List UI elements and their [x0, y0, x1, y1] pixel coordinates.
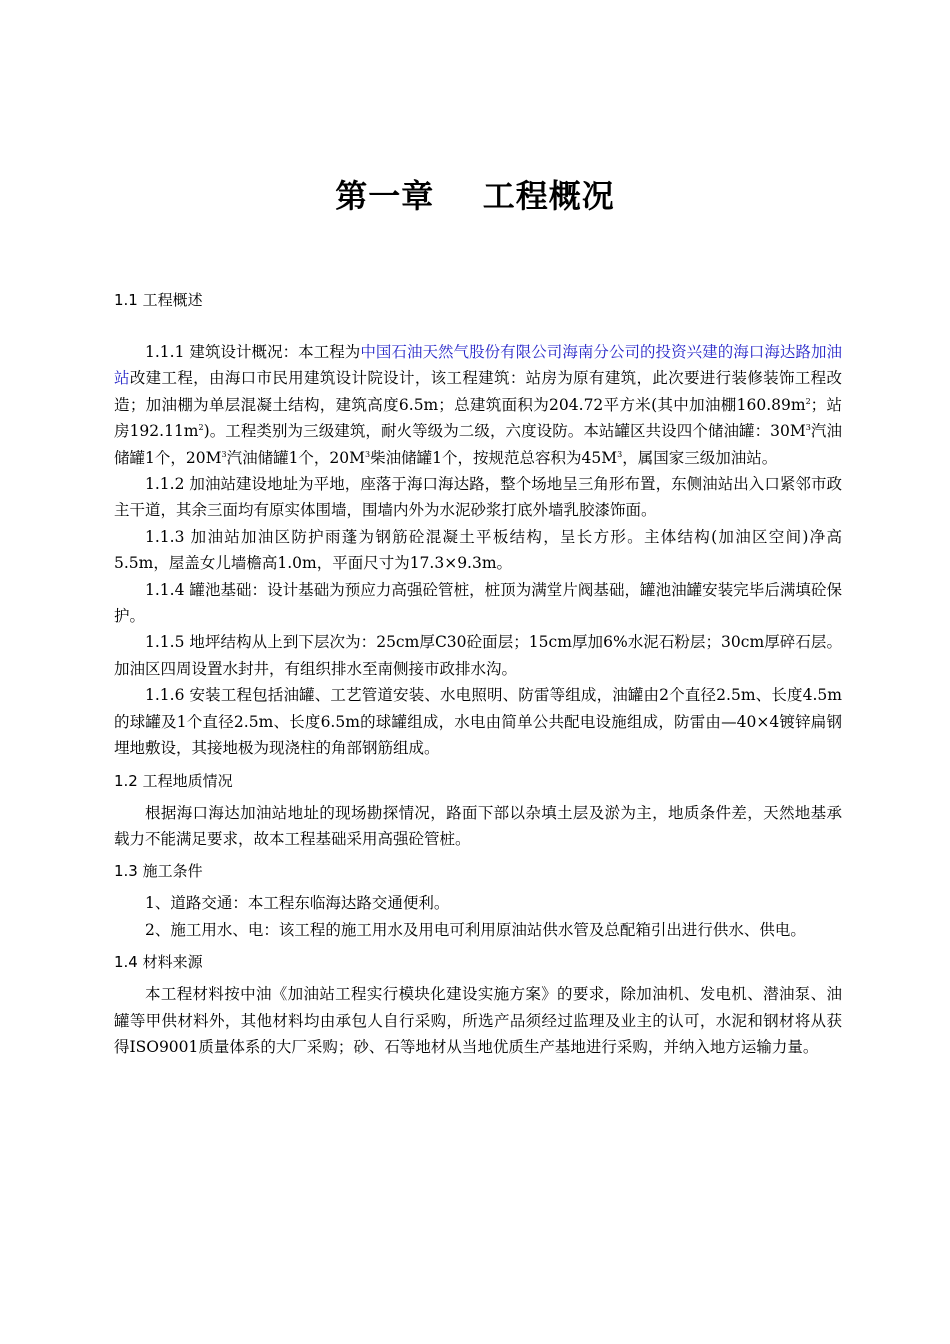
text-1-1-1-c: ；站房192.11m	[114, 395, 842, 441]
superscript-3: 3	[365, 449, 371, 459]
document-body	[114, 289, 842, 1060]
superscript-3: 3	[805, 423, 811, 433]
paragraph-1-3-2: 2、施工用水、电：该工程的施工用水及用电可利用原油站供水管及总配箱引出进行供水、供电。	[145, 920, 806, 939]
paragraph-1-2: 根据海口海达加油站地址的现场勘探情况，路面下部以杂填土层及淤为主，地质条件差，天然地基承载力不能满足要求，故本工程基础采用高强砼管桩。	[114, 803, 842, 848]
paragraph-1-1-6: 1.1.6 安装工程包括油罐、工艺管道安装、水电照明、防雷等组成，油罐由2个直径2.5m、长度4.5m的球罐及1个直径2.5m、长度6.5m的球罐组成，水电由简单公共配电设施组成，防雷由—40×4镀锌扁钢埋地敷设，其接地极为现浇柱的角部钢筋组成。	[114, 686, 842, 758]
paragraph-1-1-3: 1.1.3 加油站加油区防护雨蓬为钢筋砼混凝土平板结构，呈长方形。主体结构(加油区空间)净高5.5m，屋盖女儿墙檐高1.0m，平面尺寸为17.3×9.3m。	[114, 527, 842, 573]
owner-link[interactable]: 中国石油天然气股份有限公司海南分公司的投资兴建的海口海达路加油站	[114, 343, 842, 388]
section-heading-1-1: 1.1 工程概述	[114, 291, 203, 309]
section-heading-1-2: 1.2 工程地质情况	[114, 771, 233, 790]
text-1-1-1-f: 汽油储罐1个，20M	[226, 448, 366, 467]
paragraph-1-1-4: 1.1.4 罐池基础：设计基础为预应力高强砼管桩，桩顶为满堂片阀基础，罐池油罐安装完毕后满填砼保护。	[114, 580, 842, 626]
paragraph-1-1-1	[114, 339, 842, 471]
superscript-3: 3	[617, 449, 623, 459]
section-heading-1-4: 1.4 材料来源	[114, 953, 203, 972]
superscript-3: 3	[221, 449, 227, 459]
superscript-2: 2	[198, 423, 204, 433]
paragraph-1-4: 本工程材料按中油《加油站工程实行模块化建设实施方案》的要求，除加油机、发电机、潜油泵、油罐等甲供材料外，其他材料均由承包人自行采购，所选产品须经过监理及业主的认可，水泥和钢材将从获得ISO9001质量体系的大厂采购；砂、石等地材从当地优质生产基地进行采购，并纳入地方运输力量。	[114, 985, 842, 1056]
paragraph-1-1-2: 1.1.2 加油站建设地址为平地，座落于海口海达路，整个场地呈三角形布置，东侧油站出入口紧邻市政主干道，其余三面均有原实体围墙，围墙内外为水泥砂浆打底外墙乳胶漆饰面。	[114, 475, 842, 520]
chapter-title: 第一章 工程概况	[335, 177, 615, 215]
text-1-1-1-h: ，属国家三级加油站。	[622, 448, 778, 467]
text-1-1-1-d: )。工程类别为三级建筑，耐火等级为二级，六度设防。本站罐区共设四个储油罐：30M	[203, 422, 806, 441]
section-heading-1-3: 1.3 施工条件	[114, 862, 203, 881]
text-1-1-1-a: 1.1.1 建筑设计概况：本工程为	[145, 343, 361, 361]
text-1-1-1-e: 汽油储罐1个，20M	[114, 422, 842, 467]
text-1-1-1-g: 柴油储罐1个，按规范总容积为45M	[370, 448, 618, 467]
paragraph-1-3-1: 1、道路交通：本工程东临海达路交通便利。	[145, 894, 450, 913]
text-1-1-1-b: 改建工程，由海口市民用建筑设计院设计，该工程建筑：站房为原有建筑，此次要进行装修装饰工程改造；加油棚为单层混凝土结构，建筑高度6.5m；总建筑面积为204.72平方米(其中加油棚160.89m	[114, 369, 842, 414]
paragraph-1-1-5: 1.1.5 地坪结构从上到下层次为：25cm厚C30砼面层；15cm厚加6%水泥石粉层；30cm厚碎石层。加油区四周设置水封井，有组织排水至南侧接市政排水沟。	[114, 633, 842, 678]
superscript-2: 2	[805, 396, 811, 406]
